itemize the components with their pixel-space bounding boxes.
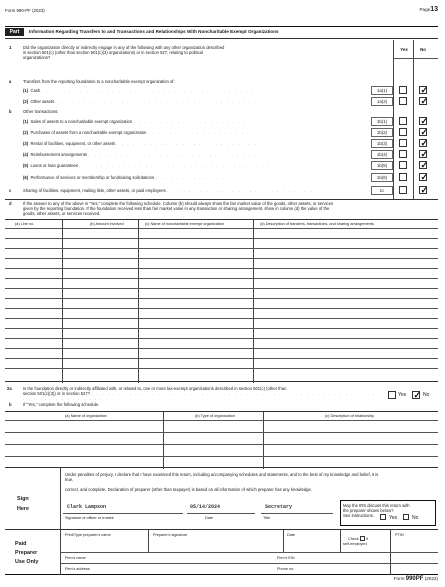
preparer-section (5, 530, 438, 575)
yes-checkbox[interactable] (399, 150, 407, 158)
line-ref: 1b(1) (371, 117, 393, 126)
q1b-label: b (9, 109, 12, 114)
footer-form-id: Form 990PF (2023) (393, 576, 438, 582)
ptin-caption: PTIN (395, 533, 404, 537)
q2b-text: If "Yes," complete the following schedule. (23, 402, 100, 407)
item-row: Sharing of facilities, equipment, mailing lists, other assets, or paid employees . . . . . . . . . . . . . . . . . . . . . . . . . . . . . (23, 188, 325, 193)
no-checkbox[interactable] (419, 86, 427, 94)
table-row[interactable] (5, 328, 438, 329)
line-ref: 1b(5) (371, 161, 393, 170)
signature-line (63, 513, 183, 514)
table-header-rule (5, 420, 438, 421)
irs-yes-label: Yes (389, 514, 398, 521)
table-row[interactable] (5, 238, 438, 239)
phone-caption: Phone no. (277, 567, 295, 571)
table-row[interactable] (5, 258, 438, 259)
q2a-no-checkbox[interactable] (412, 391, 420, 399)
q2a-text: Is the foundation directly or indirectly affiliated with, or related to, one or more tax-exempt organizations described in section 501(c) (other than section 501(c)(3)) or in section 527? . . . . . . . . . . . . . . . . . . . . . . . . . . . . . . . . . . . . . . . . . . . . . . . . . . . . . . . . . . . . . . . . . . . . . (23, 386, 382, 402)
table-row[interactable] (5, 368, 438, 369)
prep-row-rule (60, 563, 438, 564)
q1b-text: Other transactions: (23, 109, 59, 114)
line-ref: 1b(4) (371, 150, 393, 159)
firm-ein-caption: Firm's EIN (277, 556, 295, 560)
item-row: (5) Loans or loan guarantees . . . . . . . . . . . . . . . . . . . . . . . . . . . . . . . . . . . (23, 163, 270, 168)
column-header: (c) Name of noncharitable exempt organization (145, 221, 224, 226)
prep-col-divider (340, 530, 341, 552)
q2a-number: 2a (7, 386, 12, 391)
affiliations-table (5, 411, 438, 468)
item-row: (4) Reimbursement arrangements . . . . . . . . . . . . . . . . . . . . . . . . . . . . . . . . . (23, 152, 268, 157)
sign-divider (60, 468, 61, 530)
sign-date[interactable]: 05/14/2024 (190, 504, 221, 510)
table-row[interactable] (5, 338, 438, 339)
header-rule (5, 26, 438, 27)
page-number: Page13 (419, 6, 438, 13)
table-row[interactable] (5, 308, 438, 309)
irs-yes-checkbox[interactable] (380, 514, 386, 520)
part-tag: Part XVI (5, 28, 24, 36)
firm-name-caption: Firm's name (65, 556, 86, 560)
yes-column-rule (393, 40, 394, 200)
date-caption: Date (205, 516, 214, 520)
signer-name[interactable]: Clark Lampson (67, 504, 107, 510)
q2a-yes-checkbox[interactable] (388, 391, 396, 399)
column-header: (b) Amount involved (90, 221, 124, 226)
preparer-label: Paid Preparer Use Only (15, 541, 39, 566)
preparer-sig-caption: Preparer's signature (153, 533, 188, 537)
check-label: Check if (348, 537, 368, 541)
item-row: (1) Sales of assets to a noncharitable exempt organization . . . . . . . . . . . . . . . . . . . . . . (23, 119, 253, 124)
line-ref: 1b(3) (371, 139, 393, 148)
self-employed-checkbox[interactable] (360, 536, 365, 541)
column-header: (a) Name of organization (65, 413, 107, 418)
yes-checkbox[interactable] (399, 173, 407, 181)
title-line (261, 513, 333, 514)
column-header: (a) Line no. (15, 221, 35, 226)
table-row[interactable] (5, 456, 438, 457)
irs-no-label: No (412, 514, 419, 521)
irs-discuss-box: May the IRS discuss this return with the preparer shown below? See instructions. Yes No (340, 500, 436, 526)
yes-checkbox[interactable] (399, 86, 407, 94)
q1c-label: c (9, 188, 12, 193)
date-line (187, 513, 255, 514)
sign-section (5, 468, 438, 530)
column-divider (263, 412, 264, 469)
table-row[interactable] (5, 298, 438, 299)
table-header-rule (5, 228, 438, 229)
prep-col-divider (148, 530, 149, 552)
q1-end-rule (5, 199, 438, 200)
table-row[interactable] (5, 288, 438, 289)
table-row[interactable] (5, 278, 438, 279)
yes-no-header-rule (393, 58, 438, 59)
q1a-label: a (9, 79, 12, 84)
line-ref: 1c (371, 186, 393, 195)
no-column-rule (413, 40, 414, 200)
item-row: (2) Other assets . . . . . . . . . . . . . . . . . . . . . . . . . . . . . . . . . . . . . (23, 99, 258, 104)
sign-label: Sign Here (17, 496, 29, 513)
no-checkbox[interactable] (419, 128, 427, 136)
item-row: (1) Cash . . . . . . . . . . . . . . . . . . . . . . . . . . . . . . . . . . . . . . . (23, 88, 255, 93)
yes-checkbox[interactable] (399, 117, 407, 125)
qd-text: If the answer to any of the above is "Yes," complete the following schedule. Column (b) should always show the fair market value of the goods, other assets, or services given by the reporting foundation. If the foundation received less than fair market value in any transaction or sharing arrangement, show in column (d) the value of the goods, other assets, or services received. (23, 201, 334, 217)
signer-title[interactable]: Secretary (265, 504, 293, 510)
no-column-header: No (420, 47, 426, 52)
prep-col-divider (283, 530, 284, 552)
q2b-label: b (9, 402, 12, 407)
part-title-rule (5, 38, 438, 39)
q2a-yes-label: Yes (398, 392, 407, 398)
line-ref: 1b(2) (371, 128, 393, 137)
declaration-text: Under penalties of perjury, I declare that I have examined this return, including accompanying schedules and statements, and to the best of my knowledge and belief, it is true, correct, and complete. Declaration of preparer (other than taxpayer) is based on all information of which preparer has any knowledge. (65, 472, 379, 493)
table-row[interactable] (5, 268, 438, 269)
yes-checkbox[interactable] (399, 97, 407, 105)
no-checkbox[interactable] (419, 139, 427, 147)
column-divider (163, 412, 164, 469)
table-row[interactable] (5, 444, 438, 445)
prep-row-rule (60, 552, 438, 553)
yes-checkbox[interactable] (399, 128, 407, 136)
yes-checkbox[interactable] (399, 186, 407, 194)
line-ref: 1a(1) (371, 86, 393, 95)
line-ref: 1b(6) (371, 173, 393, 182)
q1-text: Did the organization directly or indirectly engage in any of the following with any other organization described in section 501(c) (other than section 501(c)(3) organizations) or in section 527, relating to political organizations? (23, 45, 225, 61)
qd-label: d (9, 201, 12, 206)
signature-caption: Signature of officer or trustee (65, 516, 114, 520)
self-employed-label: self-employed (343, 542, 367, 546)
preparer-date-caption: Date (287, 533, 296, 537)
preparer-name-caption: Print/Type preparer's name (65, 533, 111, 537)
yes-checkbox[interactable] (399, 161, 407, 169)
column-header: (c) Description of relationship (325, 413, 375, 418)
no-checkbox[interactable] (419, 161, 427, 169)
yes-checkbox[interactable] (399, 139, 407, 147)
table-row[interactable] (5, 318, 438, 319)
transactions-table (5, 219, 438, 382)
item-row: (2) Purchases of assets from a noncharitable exempt organization . . . . . . . . . . . . . . . . . . . . (23, 130, 256, 135)
title-caption: Title (263, 516, 271, 520)
q2a-no-label: No (423, 392, 430, 398)
table-row[interactable] (5, 348, 438, 349)
no-checkbox[interactable] (419, 117, 427, 125)
no-checkbox[interactable] (419, 186, 427, 194)
form-page (5, 8, 438, 583)
firm-address-caption: Firm's address (65, 567, 90, 571)
table-row[interactable] (5, 248, 438, 249)
column-header: (d) Description of transfers, transactions, and sharing arrangements (260, 221, 374, 226)
column-header: (b) Type of organization (195, 413, 235, 418)
table-row[interactable] (5, 432, 438, 433)
item-row: (6) Performance of services or membership or fundraising solicitations . . . . . . . . . . . . . (23, 175, 225, 180)
no-checkbox[interactable] (419, 150, 427, 158)
no-checkbox[interactable] (419, 173, 427, 181)
irs-no-checkbox[interactable] (403, 514, 409, 520)
no-checkbox[interactable] (419, 97, 427, 105)
yes-column-header: Yes (400, 47, 408, 52)
line-ref: 1a(2) (371, 97, 393, 106)
form-id: Form 990-PF (2023) (5, 8, 45, 13)
table-row[interactable] (5, 358, 438, 359)
q1-number: 1 (9, 45, 12, 50)
part-title: Information Regarding Transfers to and Transactions and Relationships With Noncharitable Exempt Organizations (29, 29, 279, 34)
q1a-text: Transfers from the reporting foundation to a noncharitable exempt organization of: (23, 79, 175, 84)
item-row: (3) Rental of facilities, equipment, or other assets . . . . . . . . . . . . . . . . . . . . . . . . . . (23, 141, 258, 146)
